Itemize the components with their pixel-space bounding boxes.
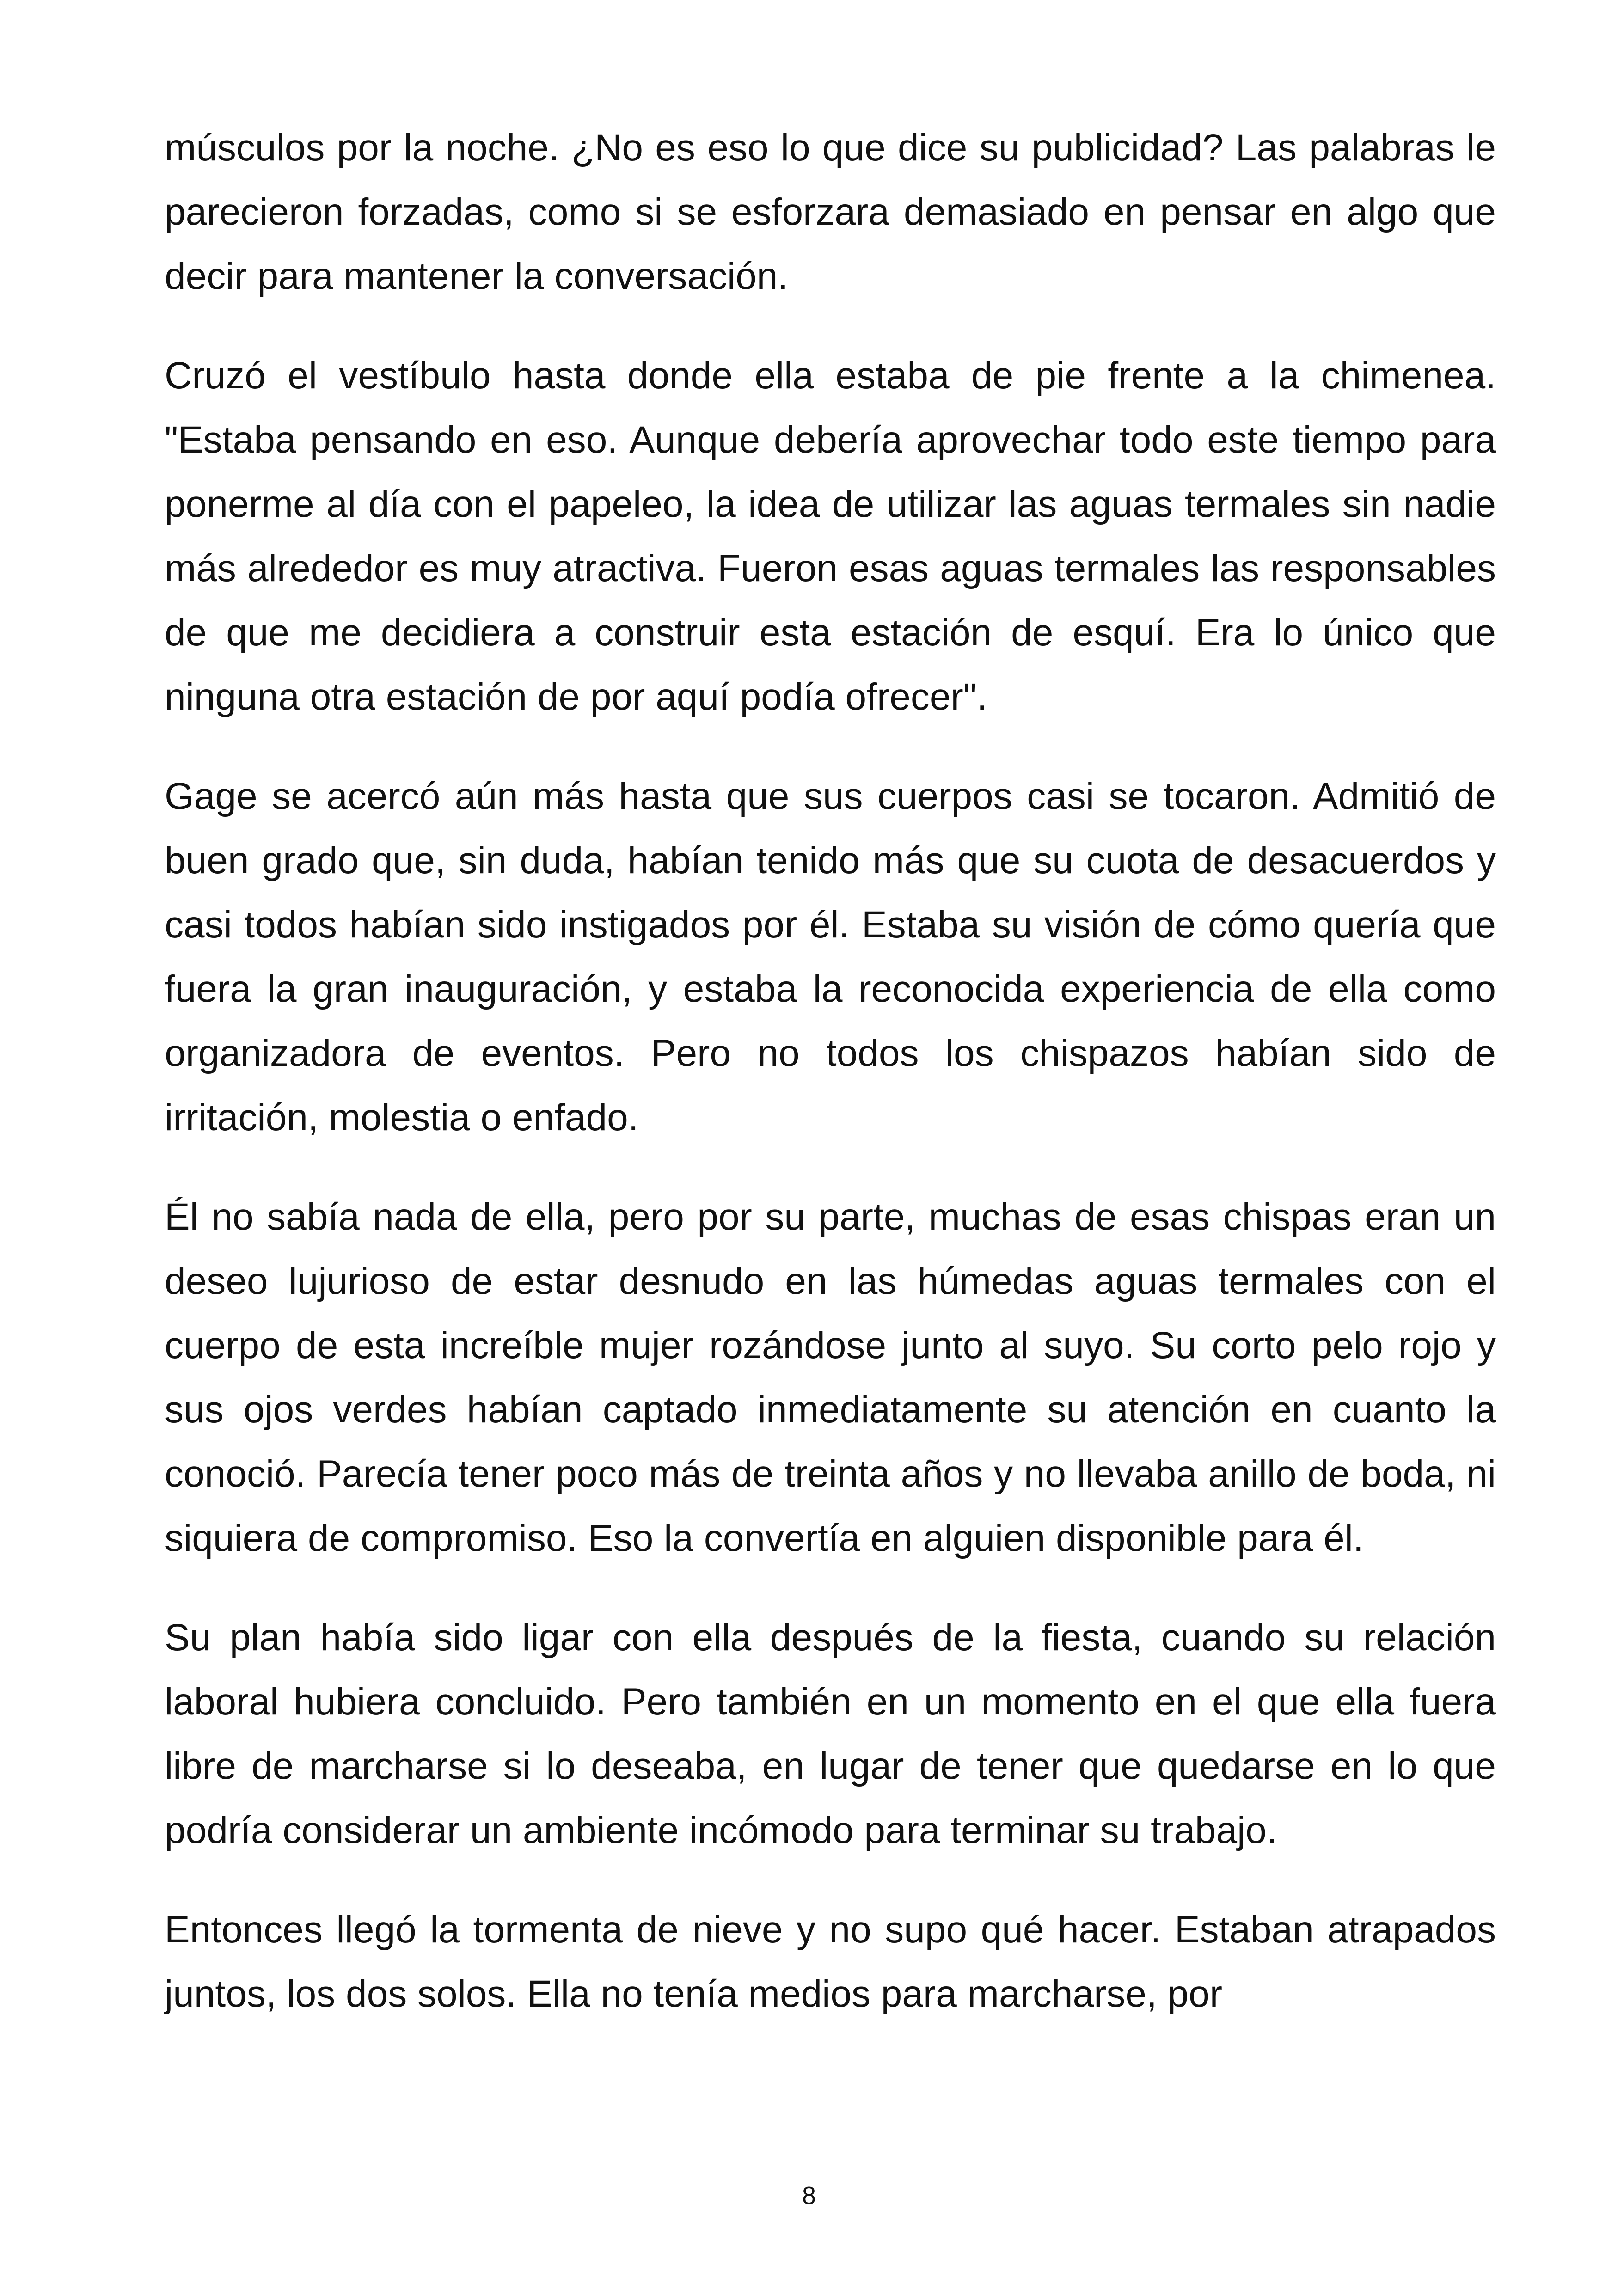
paragraph-5: Su plan había sido ligar con ella después de la fiesta, cuando su relación laboral hubiera concluido. Pero también en un momento en el que ella fuera libre de marcharse si lo deseaba, en lugar de tener que quedarse en lo que podría considerar un ambiente incómodo para terminar su trabajo. <box>165 1616 1496 1851</box>
page-body <box>165 116 1496 2061</box>
paragraph-3: Gage se acercó aún más hasta que sus cuerpos casi se tocaron. Admitió de buen grado que, sin duda, habían tenido más que su cuota de desacuerdos y casi todos habían sido instigados por él. Estaba su visión de cómo quería que fuera la gran inauguración, y estaba la reconocida experiencia de ella como organizadora de eventos. Pero no todos los chispazos habían sido de irritación, molestia o enfado. <box>165 775 1496 1139</box>
paragraph-1: músculos por la noche. ¿No es eso lo que dice su publicidad? Las palabras le parecieron forzadas, como si se esforzara demasiado en pensar en algo que decir para mantener la conversación. <box>165 127 1496 297</box>
paragraph-6: Entonces llegó la tormenta de nieve y no supo qué hacer. Estaban atrapados juntos, los dos solos. Ella no tenía medios para marcharse, por <box>165 1909 1496 2015</box>
paragraph-4: Él no sabía nada de ella, pero por su parte, muchas de esas chispas eran un deseo lujurioso de estar desnudo en las húmedas aguas termales con el cuerpo de esta increíble mujer rozándose junto al suyo. Su corto pelo rojo y sus ojos verdes habían captado inmediatamente su atención en cuanto la conoció. Parecía tener poco más de treinta años y no llevaba anillo de boda, ni siquiera de compromiso. Eso la convertía en alguien disponible para él. <box>165 1196 1496 1559</box>
paragraph-2: Cruzó el vestíbulo hasta donde ella estaba de pie frente a la chimenea. "Estaba pensando en eso. Aunque debería aprovechar todo este tiempo para ponerme al día con el papeleo, la idea de utilizar las aguas termales sin nadie más alrededor es muy atractiva. Fueron esas aguas termales las responsables de que me decidiera a construir esta estación de esquí. Era lo único que ninguna otra estación de por aquí podía ofrecer". <box>165 355 1496 718</box>
page-number: 8 <box>802 2182 816 2210</box>
